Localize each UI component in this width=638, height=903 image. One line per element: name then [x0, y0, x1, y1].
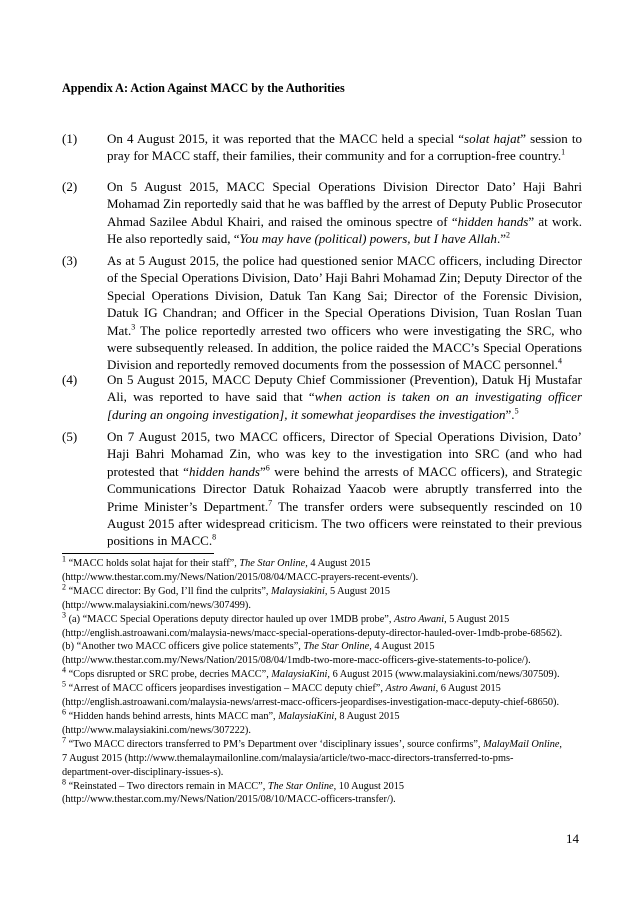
footnote-marker: 1 — [62, 554, 66, 564]
footnote-line — [62, 665, 582, 682]
text-run: As at 5 August 2015, the police had questioned senior MACC officers, including Director of the Special Operations Division, Dato’ Haji Bahri Mohamad Zin; Deputy Director of the Special Operations Division, Datuk Tan Kang Sai; Director of the Forensic Division, Datuk IG Chandran; and Officer in the Special Operations Division, Tuan Roslan Tuan Mat. — [107, 253, 582, 338]
footnote-marker: 7 — [62, 735, 66, 745]
footnote-link[interactable]: (http://www.thestar.com.my/News/Nation/2015/08/10/MACC-officers-transfer/). — [62, 794, 396, 806]
footnote-text: “MACC holds solat hajat for their staff”, — [66, 558, 240, 569]
footnote-source: MalaysiaKini — [278, 710, 335, 722]
footnote-source: The Star Online — [303, 641, 370, 653]
footnote-line — [62, 735, 582, 752]
footnote-text: , 4 August 2015 — [369, 641, 435, 653]
footnote-text: , 6 August 2015 — [435, 683, 501, 695]
footnote-source: MalaysiaKini — [271, 669, 328, 681]
footnote-link[interactable]: (http://www.malaysiakini.com/news/307499). — [62, 599, 251, 611]
item-number: (2) — [62, 179, 78, 194]
footnote-ref[interactable]: 2 — [505, 230, 510, 240]
footnote-text: , 8 August 2015 — [334, 710, 400, 722]
footnote-text: “MACC director: By God, I’ll find the culprits”, — [66, 585, 272, 597]
item-text — [107, 252, 582, 374]
item-number: (4) — [62, 372, 78, 387]
item-text — [107, 428, 582, 550]
footnote-link[interactable]: (http://english.astroawani.com/malaysia-news/arrest-macc-officers-jeopardises-investigation-macc-deputy-chief-68650). — [62, 697, 560, 709]
footnote-source: The Star Online — [267, 780, 334, 792]
text-run: ” session to pray for MACC staff, their families, their community and for a corruption-free country. — [107, 131, 582, 164]
footnote-line — [62, 610, 582, 627]
footnote-link[interactable]: (http://english.astroawani.com/malaysia-news/macc-special-operations-deputy-director-hauled-over-1mdb-probe-68562). — [62, 627, 563, 639]
footnote-source: Astro Awani — [385, 683, 436, 695]
footnote-text: “Cops disrupted or SRC probe, decries MACC”, — [66, 669, 272, 681]
text-run: The transfer orders were subsequently rescinded on 10 August 2015 after widespread criticism. The two officers were reinstated to their previous positions in MACC. — [107, 498, 582, 549]
footnote-text: “Arrest of MACC officers jeopardises investigation – MACC deputy chief”, — [66, 683, 386, 695]
text-run: On 5 August 2015, MACC Deputy Chief Commissioner (Prevention), Datuk Hj Mustafar Ali, was reported to have said that “ — [107, 372, 582, 405]
footnote-text: , 5 August 2015 — [444, 613, 510, 625]
footnote-source: Astro Awani — [393, 613, 445, 625]
list-item-5 — [62, 428, 582, 550]
list-item-4 — [62, 371, 582, 423]
footnote-text: , 10 August 2015 — [333, 780, 405, 792]
footnote-link[interactable]: (http://www.malaysiakini.com/news/307222). — [62, 724, 251, 736]
item-text — [107, 130, 582, 165]
footnote-ref[interactable]: 6 — [265, 463, 270, 473]
footnote-ref[interactable]: 8 — [212, 533, 217, 543]
footnote-source: MalayMail Online — [483, 738, 560, 750]
footnote-text: (b) “Another two MACC officers give police statements”, — [62, 641, 304, 653]
footnote-link[interactable]: department-over-disciplinary-issues-s). — [62, 766, 224, 778]
footnote-text: , 4 August 2015 — [305, 558, 371, 569]
footnote-text: “Two MACC directors transferred to PM’s Department over ‘disciplinary issues’, source confirms”, — [66, 738, 484, 750]
item-text — [107, 178, 582, 248]
footnote-source: The Star Online — [239, 558, 306, 569]
list-item-2 — [62, 178, 582, 248]
footnote-line — [62, 679, 582, 696]
text-run: The police reportedly arrested two officers who were investigating the SRC, who were subsequently released. In addition, the police raided the MACC’s Special Operations Division and reportedly removed documents from the possession of MACC personnel. — [107, 322, 582, 373]
text-run: were behind the arrests of MACC officers), and Strategic Communications Director Datuk Rohaizad Yaacob were abruptly transferred into the Prime Minister’s Department. — [107, 463, 582, 514]
footnote-line — [62, 582, 582, 599]
footnote-text: , 6 August 2015 (www.malaysiakini.com/news/307509). — [327, 669, 560, 681]
footnote-text: , — [559, 738, 562, 750]
item-number: (3) — [62, 253, 78, 268]
text-run: ” — [259, 463, 266, 479]
footnote-marker: 4 — [62, 665, 66, 675]
footnote-link[interactable]: (http://www.thestar.com.my/News/Nation/2015/08/04/MACC-prayers-recent-events/). — [62, 571, 419, 583]
text-run: .” — [496, 231, 506, 247]
footnote-ref[interactable]: 5 — [514, 406, 519, 416]
footnote-line — [62, 554, 582, 571]
footnote-ref[interactable]: 3 — [131, 322, 136, 332]
footnote-text: “Reinstated – Two directors remain in MACC”, — [66, 780, 268, 792]
text-run: On 7 August 2015, two MACC officers, Director of Special Operations Division, Dato’ Haji Bahri Mohamad Zin, who was key to the investigation into SRC (and who had protested that “ — [107, 429, 582, 479]
appendix-heading: Appendix A: Action Against MACC by the Authorities — [62, 81, 345, 95]
italic-run: hidden hands — [457, 213, 529, 229]
item-number: (5) — [62, 429, 78, 444]
footnote-text: “Hidden hands behind arrests, hints MACC man”, — [66, 710, 279, 722]
footnote-marker: 5 — [62, 679, 66, 689]
footnote-link[interactable]: (http://www.thestar.com.my/News/Nation/2015/08/04/1mdb-two-more-macc-officers-give-statements-to-police/). — [62, 655, 531, 667]
text-run: ”. — [505, 406, 515, 422]
text-run: ” at work. He also reportedly said, “ — [107, 213, 582, 247]
footnote-source: Malaysiakini — [271, 585, 325, 597]
footnote-line — [62, 640, 582, 654]
footnotes — [62, 554, 582, 807]
footnote-line — [62, 777, 582, 794]
text-run: On 4 August 2015, it was reported that the MACC held a special “ — [107, 131, 465, 146]
italic-run: when action is taken on an investigating officer [during an ongoing investigation], it somewhat jeopardises the investigation — [107, 389, 582, 422]
text-run: On 5 August 2015, MACC Special Operations Division Director Dato’ Haji Bahri Mohamad Zin reportedly said that he was baffled by the arrest of Deputy Public Prosecutor Ahmad Sazilee Abdul Khairi, and raised the ominous spectre of “ — [107, 179, 582, 229]
footnote-separator — [62, 553, 214, 554]
footnote-marker: 2 — [62, 582, 66, 592]
list-item-3 — [62, 252, 582, 374]
italic-run: solat hajat — [464, 131, 521, 146]
footnote-marker: 3 — [62, 610, 66, 620]
footnote-marker: 6 — [62, 707, 66, 717]
page-number: 14 — [566, 831, 579, 846]
footnote-marker: 8 — [62, 777, 66, 787]
footnote-text: (a) “MACC Special Operations deputy director hauled up over 1MDB probe”, — [66, 613, 394, 625]
footnote-line — [62, 707, 582, 724]
footnote-ref[interactable]: 1 — [561, 148, 566, 158]
italic-run: You may have (political) powers, but I have Allah — [239, 231, 497, 247]
item-text — [107, 371, 582, 423]
item-number: (1) — [62, 131, 78, 146]
footnote-ref[interactable]: 7 — [268, 498, 273, 508]
footnote-text: , 5 August 2015 — [324, 585, 391, 597]
footnote-ref[interactable]: 4 — [557, 357, 562, 367]
footnote-link[interactable]: 7 August 2015 (http://www.themalaymailonline.com/malaysia/article/two-macc-directors-transferred-to-pms- — [62, 752, 514, 764]
italic-run: hidden hands — [188, 463, 260, 479]
list-item-1 — [62, 130, 582, 165]
